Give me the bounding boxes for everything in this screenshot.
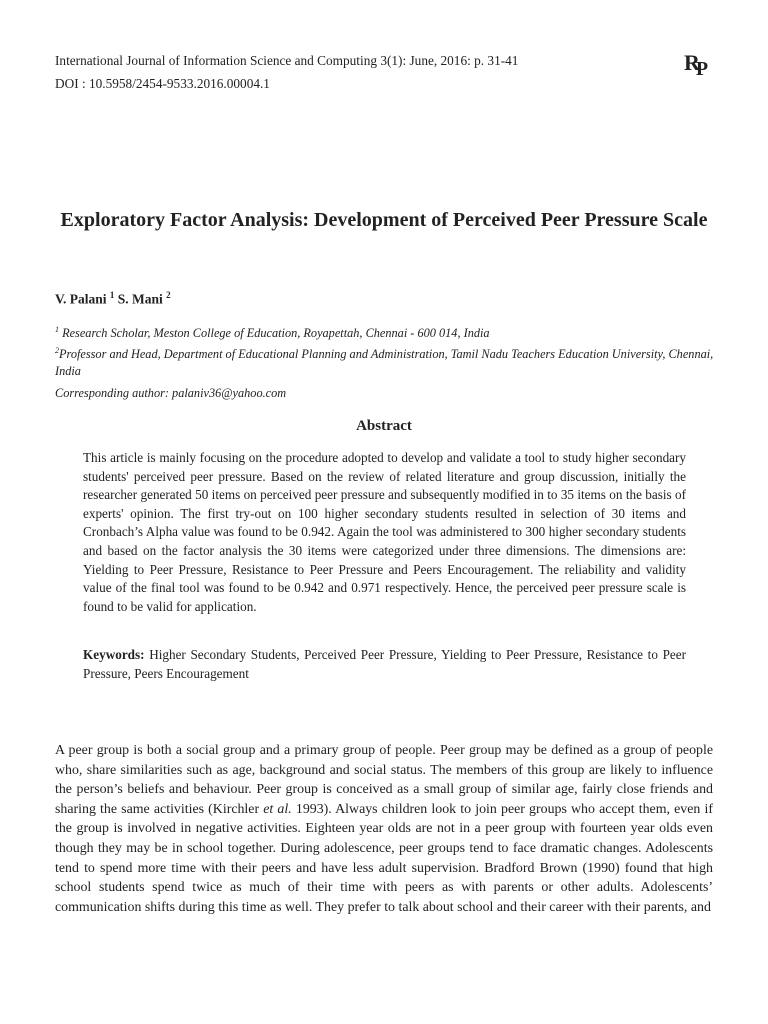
publisher-logo: [684, 50, 705, 80]
citation-et-al: et al.: [263, 801, 292, 817]
author-name: V. Palani: [55, 291, 107, 307]
affiliation-2: [55, 343, 715, 379]
journal-header: [55, 49, 518, 95]
affiliation-marker: 1: [55, 325, 59, 334]
author-affiliation-marker: 2: [166, 290, 171, 300]
body-text: 1993). Always children look to join peer groups who accept them, even if the group is involved in negative activities. Eighteen year olds are not in a peer group with fourteen year olds even though they may be in school together. During adolescence, peer groups tend to face dramatic changes. Adolescents tend to spend more time with their peers and have less adult supervision. Bradford Brown (1990) found that high school students spend twice as much of their time with peers as with parents or other adults. Adolescents’ communication shifts during this time as well. They prefer to talk about school and their career with their parents, and: [55, 801, 714, 915]
keywords: [83, 646, 686, 683]
corresponding-author: Corresponding author: palaniv36@yahoo.com: [55, 386, 287, 400]
author-affiliation-marker: 1: [109, 290, 115, 300]
keywords-label: Keywords:: [83, 647, 145, 662]
logo-letter-p: P: [695, 58, 705, 80]
affiliation-text: Research Scholar, Meston College of Education, Royapettah, Chennai - 600 014, India: [62, 326, 490, 341]
affiliation-marker: 2: [55, 346, 59, 355]
keywords-text: Higher Secondary Students, Perceived Peer Pressure, Yielding to Peer Pressure, Resistance to Peer Pressure, Peers Encouragement: [83, 647, 687, 681]
author-name: S. Mani: [117, 291, 163, 307]
affiliation-text: Professor and Head, Department of Educational Planning and Administration, Tamil Nadu Teachers Education University, Chennai, India: [55, 347, 714, 378]
author-list: [55, 290, 171, 308]
paper-title: Exploratory Factor Analysis: Development of Perceived Peer Pressure Scale: [60, 209, 708, 231]
abstract-heading: Abstract: [356, 418, 412, 434]
logo-letter-r: R: [684, 50, 696, 75]
doi: DOI : 10.5958/2454-9533.2016.00004.1: [55, 76, 270, 91]
journal-citation: International Journal of Information Science and Computing 3(1): June, 2016: p. 31-41: [55, 53, 519, 68]
body-text: A peer group is both a social group and a primary group of people. Peer group may be defined as a group of people who, share similarities such as age, background and social status. The members of this group are likely to influence the person’s beliefs and behaviour. Peer group is conceived as a small group of similar age, fairly close friends and sharing the same activities (Kirchler: [55, 743, 713, 817]
affiliation-1: [55, 322, 715, 342]
body-paragraph: [55, 741, 713, 917]
abstract-text: This article is mainly focusing on the procedure adopted to develop and validate a tool to study higher secondary students' perceived peer pressure. Based on the review of related literature and group discussion, initially the researcher generated 50 items on perceived peer pressure and subsequently modified in to 35 items on the basis of experts' opinion. The first try-out on 100 higher secondary students resulted in selection of 30 items and Cronbach’s Alpha value was found to be 0.942. Again the tool was administered to 300 higher secondary students and based on the factor analysis the 30 items were categorized under three dimensions. The dimensions are: Yielding to Peer Pressure, Resistance to Peer Pressure and Peers Encouragement. The reliability and validity value of the final tool was found to be 0.942 and 0.971 respectively. Hence, the perceived peer pressure scale is found to be valid for application.: [83, 450, 686, 614]
